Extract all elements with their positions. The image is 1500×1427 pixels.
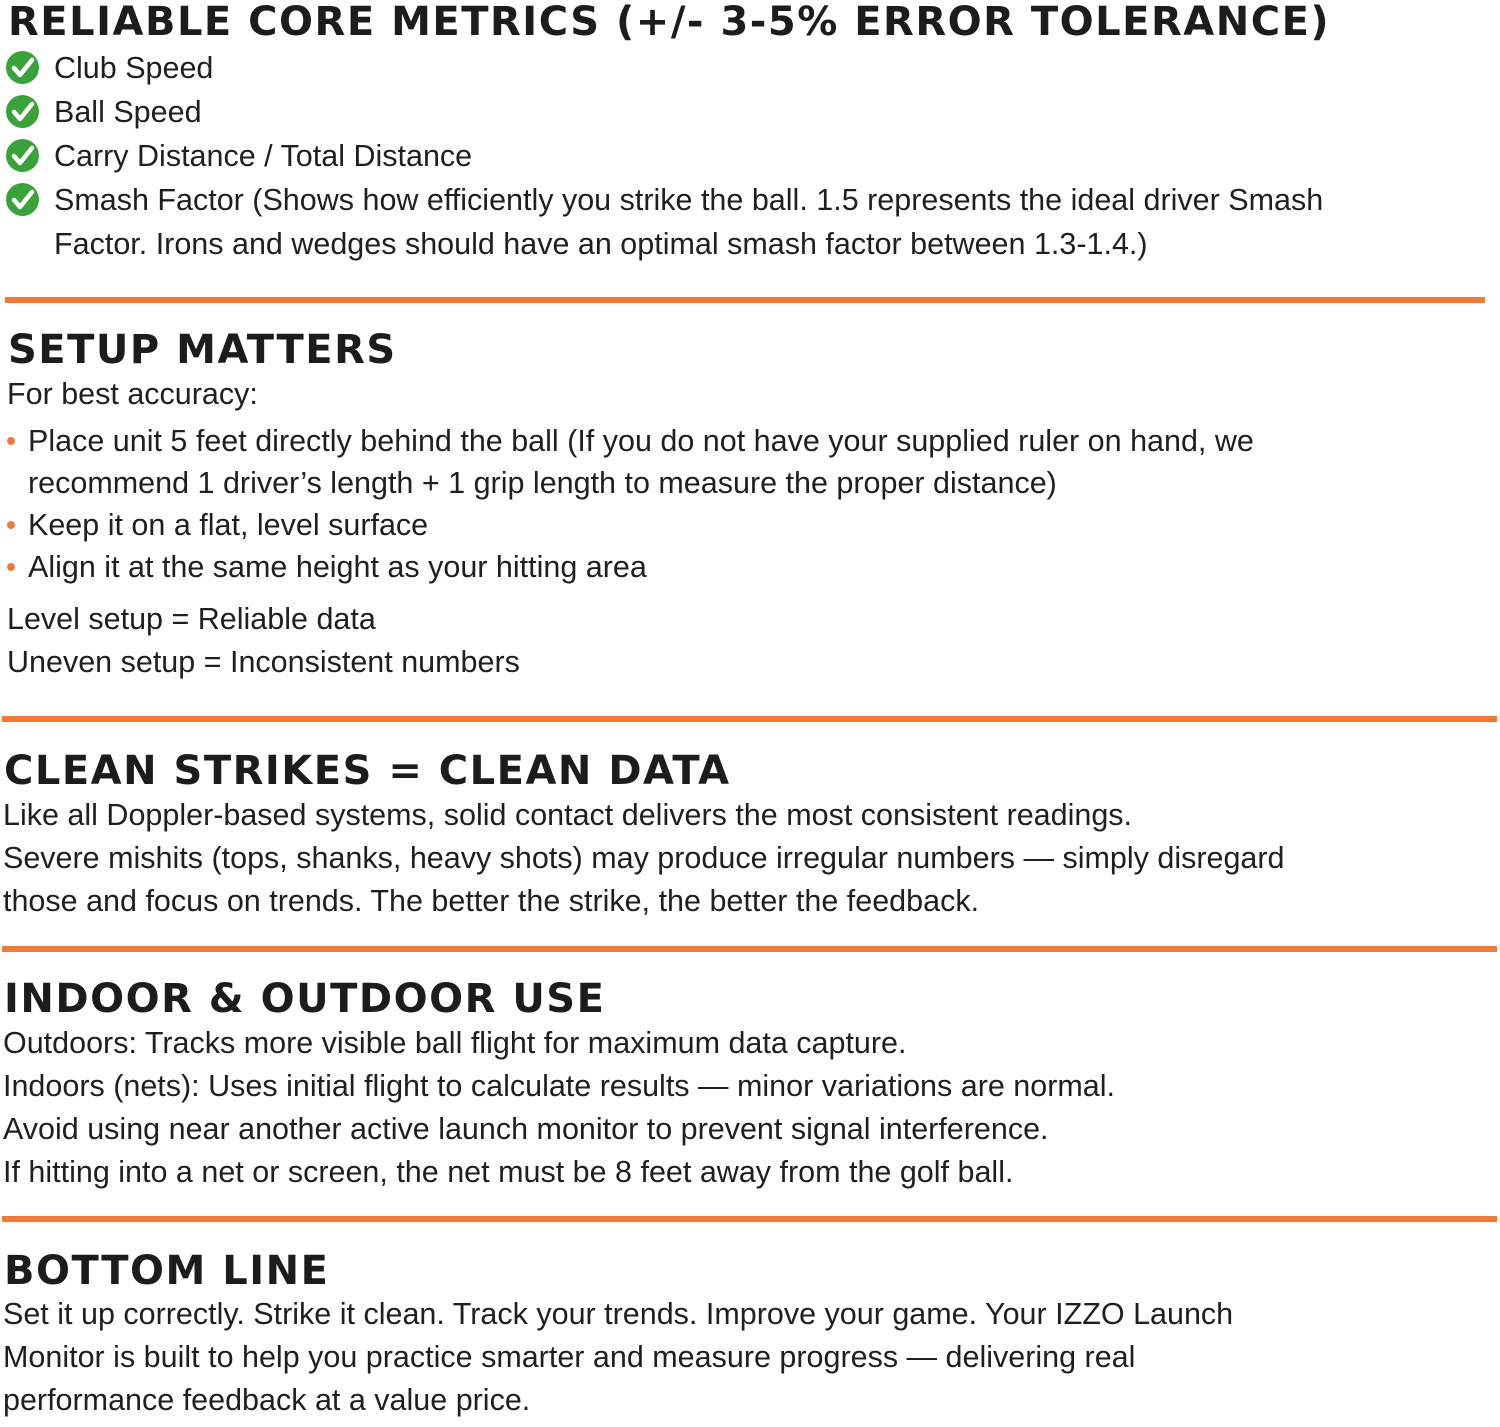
indoor-line: Avoid using near another active launch monitor to prevent signal interference. — [3, 1112, 1049, 1146]
bullet-dot-icon — [7, 521, 15, 529]
metric-label: Carry Distance / Total Distance — [54, 139, 473, 173]
metric-label: Ball Speed — [54, 95, 202, 129]
check-circle-icon — [6, 183, 39, 216]
setup-bullet-list — [0, 420, 1500, 588]
metrics-section — [0, 0, 1500, 266]
bullet-line: Place unit 5 feet directly behind the ball (If you do not have your supplied ruler on hand, we — [28, 424, 1254, 458]
setup-bullet-item — [0, 504, 1500, 546]
bottom-line: performance feedback at a value price. — [3, 1383, 531, 1417]
bottom-heading: BOTTOM LINE — [4, 1248, 330, 1294]
bullet-line: Align it at the same height as your hitting area — [28, 550, 647, 584]
metric-item-smash-factor — [0, 178, 1500, 266]
indoor-heading: INDOOR & OUTDOOR USE — [4, 976, 606, 1022]
setup-bullet-item — [0, 420, 1500, 504]
setup-notes — [0, 598, 1500, 684]
indoor-line: Outdoors: Tracks more visible ball flight for maximum data capture. — [3, 1026, 907, 1060]
bullet-dot-icon — [7, 563, 15, 571]
setup-section — [0, 328, 1500, 684]
metric-item-club-speed — [0, 46, 1500, 90]
section-divider — [5, 297, 1485, 303]
metric-label-line: Factor. Irons and wedges should have an optimal smash factor between 1.3-1.4.) — [54, 227, 1148, 261]
setup-bullet-item — [0, 546, 1500, 588]
check-circle-icon — [6, 139, 39, 172]
bullet-dot-icon — [7, 437, 15, 445]
indoor-line: Indoors (nets): Uses initial flight to calculate results — minor variations are normal. — [3, 1069, 1115, 1103]
indoor-section — [0, 977, 1500, 1194]
clean-line: Severe mishits (tops, shanks, heavy shots) may produce irregular numbers — simply disregard — [3, 841, 1285, 875]
setup-intro: For best accuracy: — [7, 377, 258, 411]
indoor-body — [0, 1022, 1500, 1194]
metrics-heading: RELIABLE CORE METRICS (+/- 3-5% ERROR TOLERANCE) — [8, 0, 1331, 45]
clean-heading: CLEAN STRIKES = CLEAN DATA — [4, 748, 731, 794]
setup-note: Uneven setup = Inconsistent numbers — [7, 645, 520, 679]
bullet-line: Keep it on a flat, level surface — [28, 508, 429, 542]
metric-item-distance — [0, 134, 1500, 178]
clean-line: Like all Doppler-based systems, solid contact delivers the most consistent readings. — [3, 798, 1133, 832]
section-divider — [2, 1216, 1497, 1222]
setup-note: Level setup = Reliable data — [7, 602, 376, 636]
bottom-line: Set it up correctly. Strike it clean. Track your trends. Improve your game. Your IZZO Launch — [3, 1297, 1234, 1331]
check-circle-icon — [6, 51, 39, 84]
section-divider — [2, 946, 1497, 952]
bottom-section — [0, 1249, 1500, 1422]
metric-item-ball-speed — [0, 90, 1500, 134]
clean-section — [0, 749, 1500, 923]
clean-body — [0, 794, 1500, 923]
setup-heading: SETUP MATTERS — [8, 327, 397, 373]
clean-line: those and focus on trends. The better the strike, the better the feedback. — [3, 884, 980, 918]
section-divider — [2, 716, 1497, 722]
metric-label-line: Smash Factor (Shows how efficiently you strike the ball. 1.5 represents the ideal driver Smash — [54, 183, 1324, 217]
indoor-line: If hitting into a net or screen, the net must be 8 feet away from the golf ball. — [3, 1155, 1014, 1189]
bullet-line: recommend 1 driver’s length + 1 grip length to measure the proper distance) — [28, 466, 1057, 500]
metrics-list — [0, 46, 1500, 266]
check-circle-icon — [6, 95, 39, 128]
metric-label: Club Speed — [54, 51, 214, 85]
bottom-body — [0, 1293, 1500, 1422]
bottom-line: Monitor is built to help you practice smarter and measure progress — delivering real — [3, 1340, 1136, 1374]
